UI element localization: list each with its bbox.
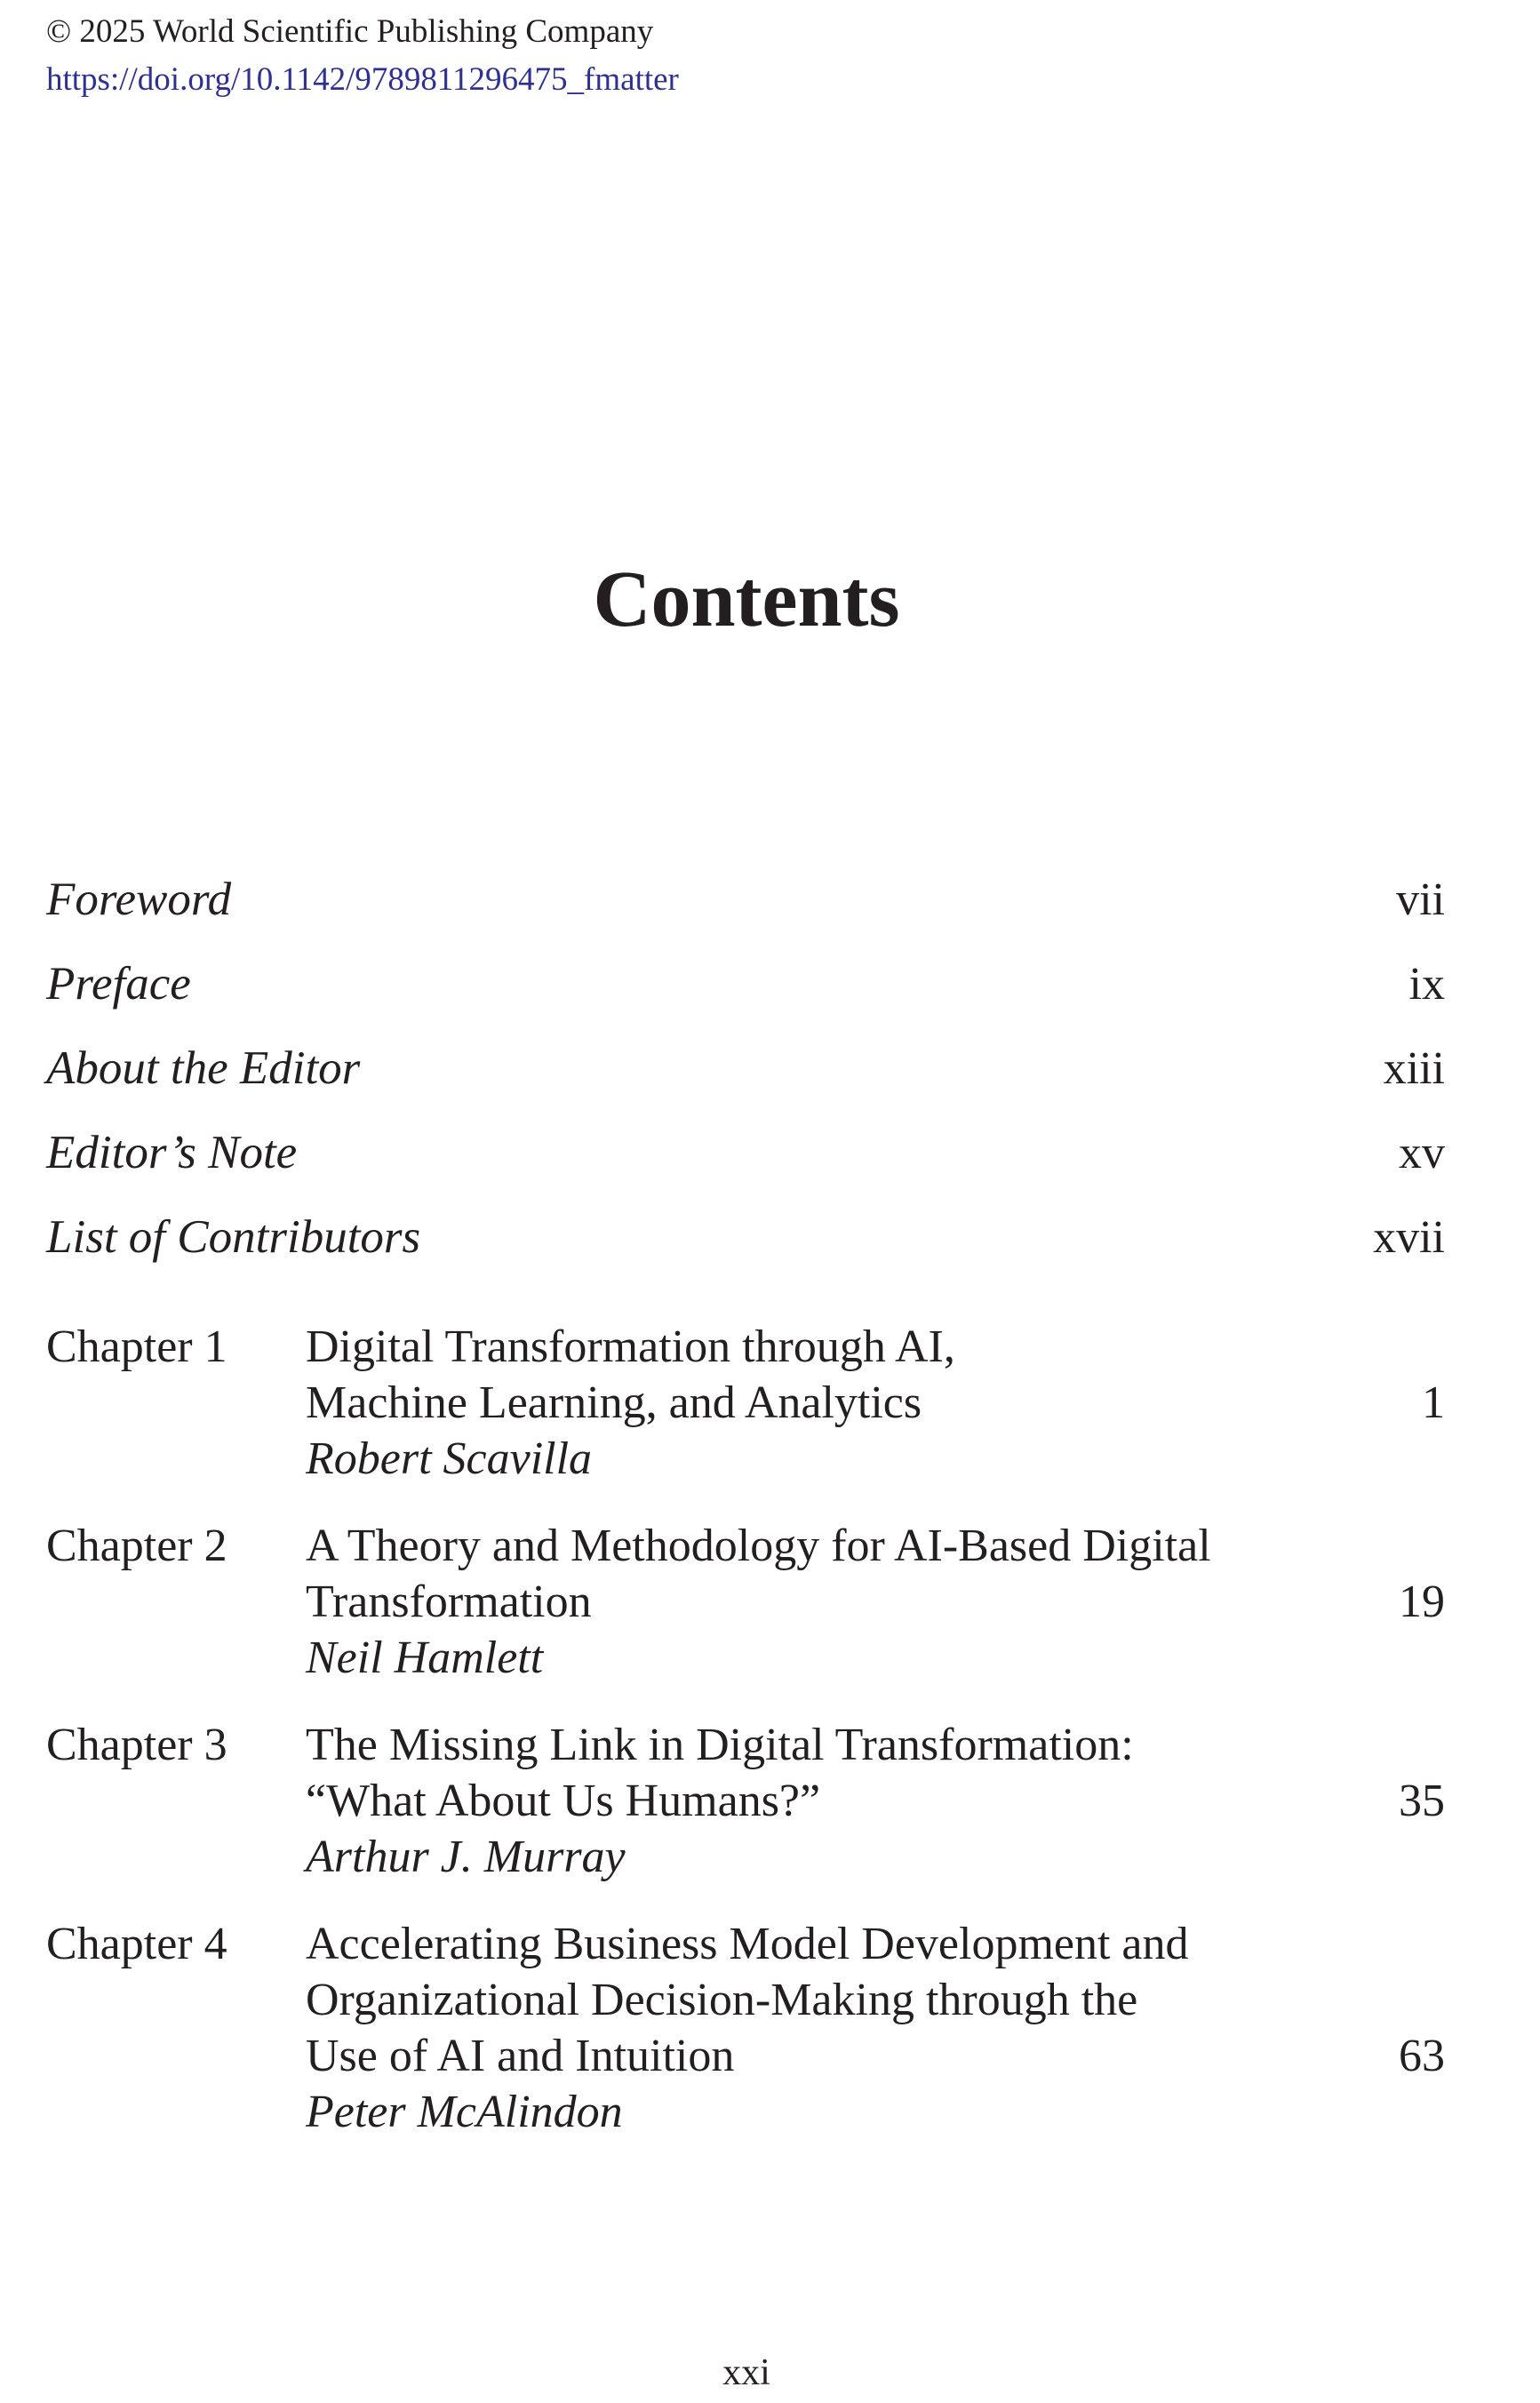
chapter-title-line: Accelerating Business Model Development and: [306, 1919, 1189, 1969]
chapter-number: Chapter 4: [46, 1919, 227, 1969]
toc-chapter-2[interactable]: [46, 1518, 1445, 1686]
chapter-author: Neil Hamlett: [306, 1633, 544, 1683]
chapter-title-line: Machine Learning, and Analytics: [306, 1377, 922, 1428]
chapter-title-line: A Theory and Methodology for AI-Based Digital: [306, 1521, 1211, 1571]
toc-entry-label: About the Editor: [46, 1042, 361, 1094]
chapter-body: [306, 1518, 1310, 1686]
chapter-title-line: “What About Us Humans?”: [306, 1776, 821, 1826]
toc-entry-label: List of Contributors: [46, 1211, 421, 1263]
copyright-notice: © 2025 World Scientific Publishing Company: [46, 13, 654, 50]
toc-entry-label: Preface: [46, 958, 191, 1010]
toc-entry-page: vii: [1396, 874, 1445, 925]
chapter-page-number: 19: [1399, 1577, 1445, 1627]
chapter-page-number: 1: [1422, 1377, 1445, 1428]
doi-link[interactable]: https://doi.org/10.1142/9789811296475_fmatter: [46, 61, 679, 98]
front-matter-list: [46, 858, 1445, 1280]
toc-entry-foreword[interactable]: [46, 858, 1445, 942]
chapter-page-number: 35: [1399, 1776, 1445, 1826]
chapter-list: [46, 1319, 1445, 2171]
chapter-author: Peter McAlindon: [306, 2087, 623, 2137]
toc-entry-label: Foreword: [46, 874, 232, 925]
toc-entry-page: xiii: [1383, 1043, 1445, 1094]
toc-entry-preface[interactable]: [46, 942, 1445, 1026]
chapter-body: [306, 1916, 1310, 2140]
chapter-author: Arthur J. Murray: [306, 1832, 626, 1882]
chapter-title-line: Transformation: [306, 1577, 592, 1627]
chapter-title-line: Use of AI and Intuition: [306, 2031, 735, 2081]
toc-entry-list-of-contributors[interactable]: [46, 1195, 1445, 1280]
chapter-title-line: Organizational Decision-Making through the: [306, 1975, 1138, 2025]
toc-chapter-4[interactable]: [46, 1916, 1445, 2140]
toc-entry-page: xvii: [1373, 1212, 1445, 1263]
toc-chapter-1[interactable]: [46, 1319, 1445, 1487]
toc-chapter-3[interactable]: [46, 1717, 1445, 1885]
page-header: [46, 5, 1379, 101]
chapter-number: Chapter 1: [46, 1321, 227, 1372]
chapter-title-line: Digital Transformation through AI,: [306, 1321, 955, 1372]
toc-entry-label: Editor’s Note: [46, 1127, 298, 1178]
toc-entry-editors-note[interactable]: [46, 1111, 1445, 1195]
chapter-author: Robert Scavilla: [306, 1433, 593, 1484]
chapter-body: [306, 1717, 1310, 1885]
page-number: xxi: [722, 2352, 770, 2393]
chapter-number: Chapter 3: [46, 1720, 227, 1770]
toc-entry-about-the-editor[interactable]: [46, 1026, 1445, 1111]
chapter-number: Chapter 2: [46, 1521, 227, 1571]
chapter-body: [306, 1319, 1310, 1487]
page-title: Contents: [593, 555, 900, 643]
chapter-title-line: The Missing Link in Digital Transformation:: [306, 1720, 1134, 1770]
chapter-page-number: 63: [1399, 2031, 1445, 2081]
toc-entry-page: ix: [1408, 959, 1445, 1010]
toc-entry-page: xv: [1399, 1128, 1445, 1178]
